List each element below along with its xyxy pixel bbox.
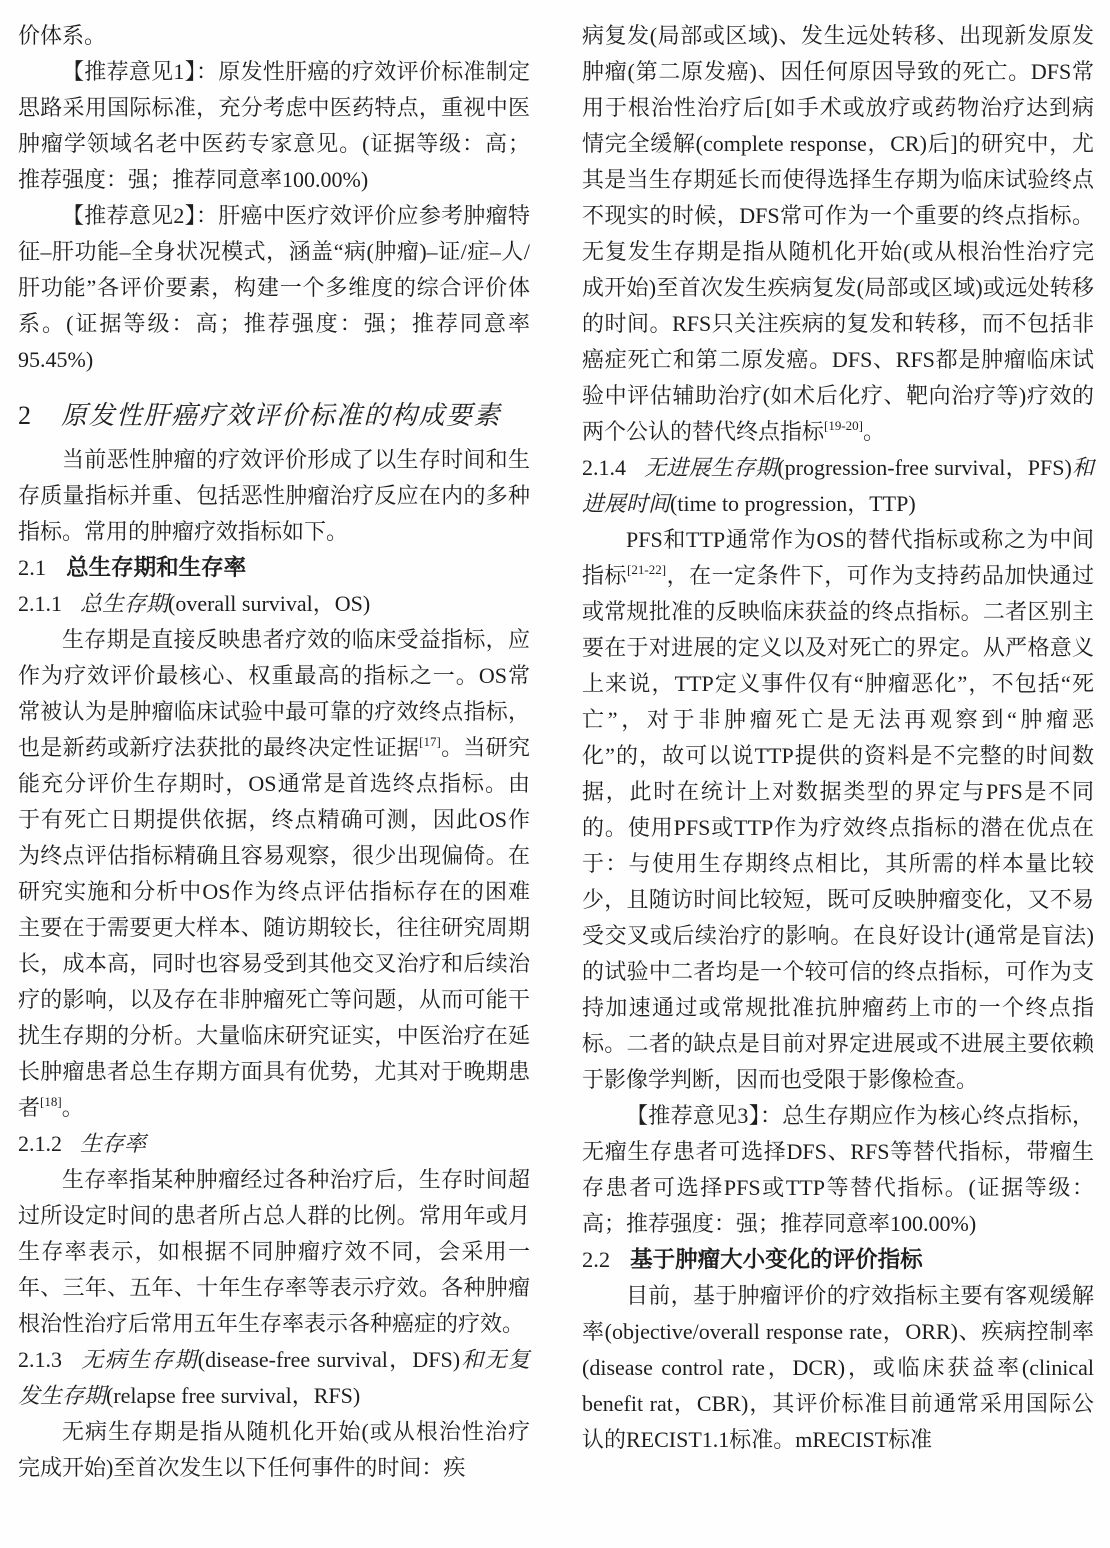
left-column [18,18,530,1548]
heading-title-english: (disease-free survival，DFS) [197,1347,461,1372]
paragraph-text: 。 [863,419,886,444]
tumor-size-metrics-paragraph: 目前，基于肿瘤评价的疗效指标主要有客观缓解率(objective/overall response rate，ORR)、疾病控制率(disease control rate，DCR)，或临床获益率(clinical benefit rat，CBR)，其评价标准目前通常采用国际公认的RECIST1.1标准。mRECIST标准 [582,1283,1094,1452]
paragraph-text: 病复发(局部或区域)、发生远处转移、出现新发原发肿瘤(第二原发癌)、因任何原因导致的死亡。DFS常用于根治性治疗后[如手术或放疗或药物治疗达到病情完全缓解(complete response，CR)后]的研究中，尤其是当生存期延长而使得选择生存期为临床试验终点不现实的时候，DFS常可作为一个重要的终点指标。无复发生存期是指从随机化开始(或从根治性治疗完成开始)至首次发生疾病复发(局部或区域)或远处转移的时间。RFS只关注疾病的复发和转移，而不包括非癌症死亡和第二原发癌。DFS、RFS都是肿瘤临床试验中评估辅助治疗(如术后化疗、靶向治疗等)疗效的两个公认的替代终点指标 [582,23,1094,444]
heading-title-english: (relapse free survival，RFS) [106,1383,361,1408]
section-2-intro-paragraph: 当前恶性肿瘤的疗效评价形成了以生存时间和生存质量指标并重、包括恶性肿瘤治疗反应在内的多种指标。常用的肿瘤疗效指标如下。 [18,447,530,544]
citation-ref-17: [17] [419,734,441,749]
section-2-heading [18,398,530,434]
heading-title-english: (time to progression，TTP) [670,491,916,516]
right-column [582,18,1094,1548]
paragraph-text: 。当研究能充分评价生存期时，OS通常是首选终点指标。由于有死亡日期提供依据，终点精确可测，因此OS作为终点评估指标精确且容易观察，很少出现偏倚。在研究实施和分析中OS作为终点评估指标存在的困难主要在于需要更大样本、随访期较长，往往研究周期长，成本高，同时也容易受到其他交叉治疗和后续治疗的影响，以及存在非肿瘤死亡等问题，从而可能干扰生存期的分析。大量临床研究证实，中医治疗在延长肿瘤患者总生存期方面具有优势，尤其对于晚期患者 [18,735,530,1120]
dfs-paragraph-start: 无病生存期是指从随机化开始(或从根治性治疗完成开始)至首次发生以下任何事件的时间：疾 [18,1419,530,1480]
section-2-1-2-heading [18,1126,530,1162]
heading-number: 2.1.4 [582,455,626,480]
overall-survival-paragraph [18,622,530,1126]
recommendation-1-paragraph: 【推荐意见1】：原发性肝癌的疗效评价标准制定思路采用国际标准，充分考虑中医药特点，重视中医肿瘤学领域名老中医药专家意见。(证据等级：高；推荐强度：强；推荐同意率100.00%) [18,59,530,192]
heading-title-chinese: 生存率 [80,1131,147,1156]
citation-ref-18: [18] [40,1094,62,1109]
paragraph-continuation: 价体系。 [18,23,107,48]
survival-rate-paragraph: 生存率指某种肿瘤经过各种治疗后，生存时间超过所设定时间的患者所占总人群的比例。常用年或月生存率表示，如根据不同肿瘤疗效不同，会采用一年、三年、五年、十年生存率等表示疗效。各种肿瘤根治性治疗后常用五年生存率表示各种癌症的疗效。 [18,1167,530,1336]
paragraph-text: 。 [61,1095,84,1120]
heading-title: 总生存期和生存率 [66,555,247,580]
heading-title: 原发性肝癌疗效评价标准的构成要素 [61,401,502,430]
heading-title: 基于肿瘤大小变化的评价指标 [630,1247,923,1272]
section-2-2-heading [582,1242,1094,1278]
heading-title-chinese: 无进展生存期 [644,455,778,480]
heading-title-english: (progression-free survival，PFS) [777,455,1072,480]
heading-number: 2 [18,401,31,430]
heading-number: 2.1 [18,555,47,580]
heading-number: 2.1.3 [18,1347,62,1372]
section-2-1-heading [18,550,530,586]
heading-title-chinese: 和进展时间 [582,455,1094,516]
heading-title-chinese: 和无复发生存期 [18,1347,530,1408]
citation-ref-21-22: [21-22] [627,562,667,577]
recommendation-2-paragraph: 【推荐意见2】：肝癌中医疗效评价应参考肿瘤特征–肝功能–全身状况模式，涵盖“病(肿瘤)–证/症–人/肝功能”各评价要素，构建一个多维度的综合评价体系。(证据等级：高；推荐强度：强；推荐同意率95.45%) [18,203,530,372]
citation-ref-19-20: [19-20] [824,418,864,433]
heading-title-english: (overall survival，OS) [168,591,371,616]
pfs-ttp-paragraph [582,522,1094,1098]
heading-number: 2.1.1 [18,591,62,616]
heading-number: 2.2 [582,1247,611,1272]
heading-number: 2.1.2 [18,1131,62,1156]
paragraph-text: ，在一定条件下，可作为支持药品加快通过或常规批准的反映临床获益的终点指标。二者区别主要在于对进展的定义以及对死亡的界定。从严格意义上来说，TTP定义事件仅有“肿瘤恶化”，不包括“死亡”，对于非肿瘤死亡是无法再观察到“肿瘤恶化”的，故可以说TTP提供的资料是不完整的时间数据，此时在统计上对数据类型的界定与PFS是不同的。使用PFS或TTP作为疗效终点指标的潜在优点在于：与使用生存期终点相比，其所需的样本量比较少，且随访时间比较短，既可反映肿瘤变化，又不易受交叉或后续治疗的影响。在良好设计(通常是盲法)的试验中二者均是一个较可信的终点指标，可作为支持加速通过或常规批准抗肿瘤药上市的一个终点指标。二者的缺点是目前对界定进展或不进展主要依赖于影像学判断，因而也受限于影像检查。 [582,563,1094,1092]
section-2-1-3-heading [18,1342,530,1414]
paragraph-text: PFS和TTP通常作为OS的替代指标或称之为中间指标 [582,527,1094,588]
paragraph-text: 生存期是直接反映患者疗效的临床受益指标，应作为疗效评价最核心、权重最高的指标之一。OS常常被认为是肿瘤临床试验中最可靠的疗效终点指标，也是新药或新疗法获批的最终决定性证据 [18,627,530,760]
section-2-1-1-heading [18,586,530,622]
recommendation-3-paragraph: 【推荐意见3】：总生存期应作为核心终点指标，无瘤生存患者可选择DFS、RFS等替代指标，带瘤生存患者可选择PFS或TTP等替代指标。(证据等级：高；推荐强度：强；推荐同意率100.00%) [582,1103,1094,1236]
heading-title-chinese: 无病生存期 [80,1347,198,1372]
section-2-1-4-heading [582,450,1094,522]
heading-title-chinese: 总生存期 [80,591,169,616]
dfs-paragraph-continuation [582,18,1094,450]
